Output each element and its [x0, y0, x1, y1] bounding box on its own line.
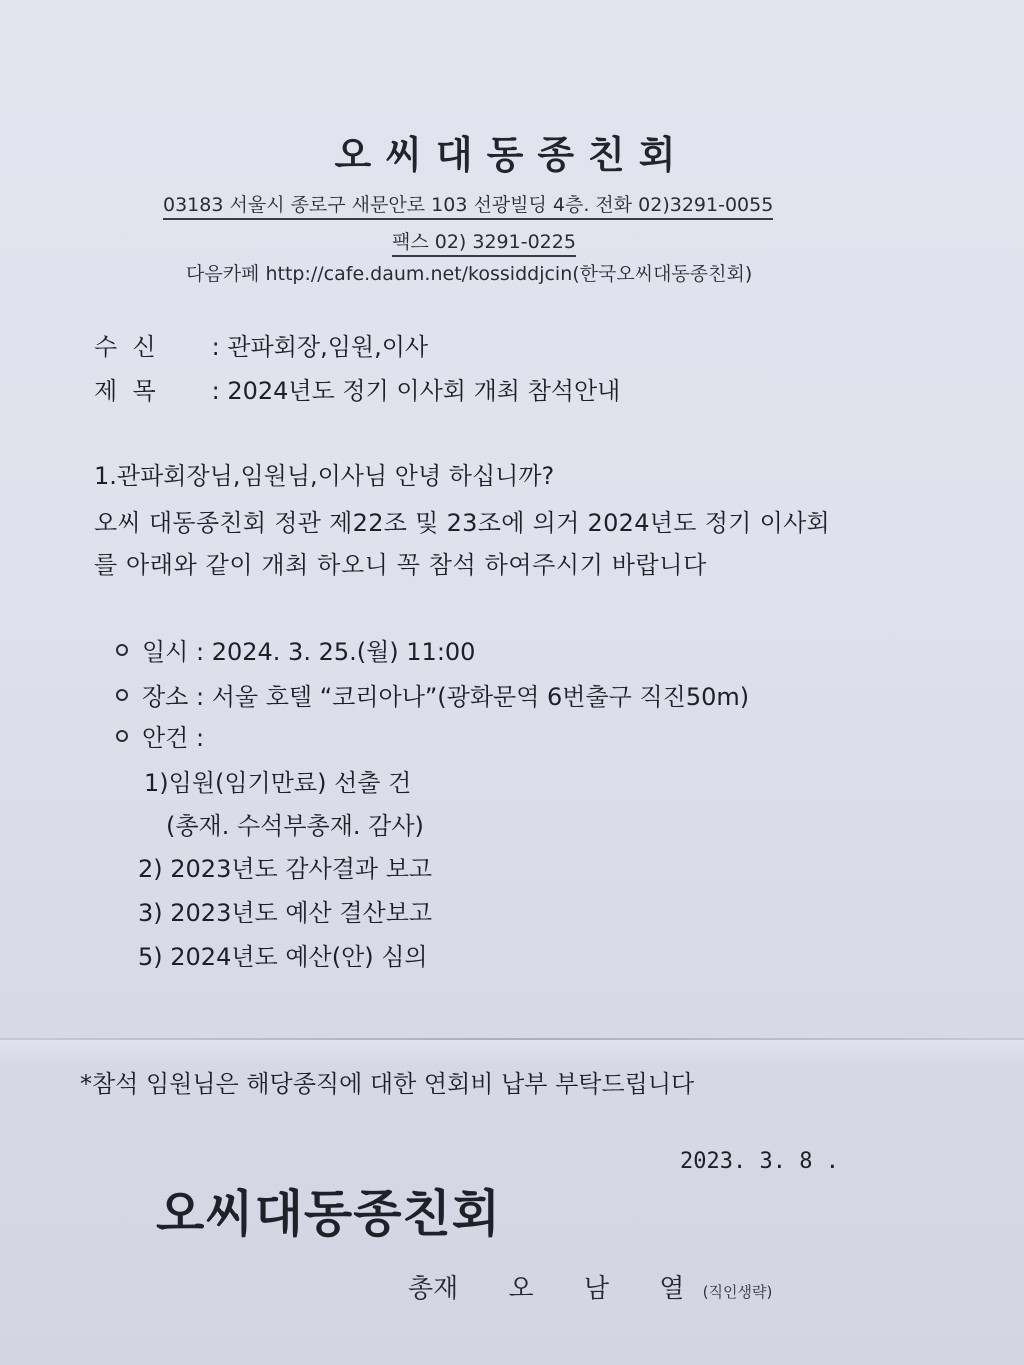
detail-place	[116, 677, 749, 712]
body-paragraph-line-2: 를 아래와 같이 개최 하오니 꼭 참석 하여주시기 바랍니다	[94, 551, 707, 579]
agenda-item: 2) 2023년도 감사결과 보고	[138, 855, 433, 883]
subject-row	[94, 371, 620, 406]
letter-date: 2023. 3. 8 .	[680, 1149, 839, 1174]
agenda-item: 5) 2024년도 예산(안) 심의	[138, 943, 428, 971]
bullet-circle-icon	[116, 730, 128, 742]
detail-agenda	[116, 718, 204, 753]
agenda-item: (총재. 수석부총재. 감사)	[166, 812, 424, 840]
recipient-row	[94, 327, 428, 362]
seal-omitted-note: (직인생략)	[702, 1283, 773, 1301]
signer-title: 총재	[408, 1274, 459, 1304]
signer-name-char: 오	[508, 1274, 534, 1304]
address-line: 03183 서울시 종로구 새문안로 103 선광빌딩 4층. 전화 02)3291-0055	[163, 190, 773, 220]
subject-label: 제 목	[94, 377, 156, 405]
signer-line	[408, 1268, 772, 1305]
bullet-circle-icon	[116, 689, 128, 701]
cafe-line: 다음카페 http://cafe.daum.net/kossiddjcin(한국오씨대동종친회)	[186, 263, 753, 285]
letterhead-title: 오씨대동종친회	[334, 133, 690, 177]
detail-date	[116, 632, 475, 667]
detail-place-text: 장소 : 서울 호텔 “코리아나”(광화문역 6번출구 직진50m)	[142, 683, 750, 711]
bullet-circle-icon	[116, 644, 128, 656]
body-paragraph-line-1: 오씨 대동종친회 정관 제22조 및 23조에 의거 2024년도 정기 이사회	[94, 509, 831, 537]
signer-name-char: 남	[583, 1274, 610, 1304]
footer-note: *참석 임원님은 해당종직에 대한 연회비 납부 부탁드립니다	[80, 1070, 695, 1098]
detail-agenda-label: 안건 :	[142, 724, 205, 752]
fax-line: 팩스 02) 3291-0225	[392, 227, 576, 257]
agenda-item: 1)임원(임기만료) 선출 건	[144, 769, 412, 797]
paper-fold-shadow	[0, 1040, 1024, 1064]
agenda-item: 3) 2023년도 예산 결산보고	[138, 899, 433, 927]
greeting-line: 1.관파회장님,임원님,이사님 안녕 하십니까?	[94, 462, 555, 490]
signer-name-char: 열	[659, 1274, 685, 1304]
organization-name: 오씨대동종친회	[156, 1185, 502, 1243]
subject-value: : 2024년도 정기 이사회 개최 참석안내	[211, 377, 621, 405]
recipient-label: 수 신	[94, 333, 156, 361]
recipient-value: : 관파회장,임원,이사	[211, 333, 429, 361]
detail-date-text: 일시 : 2024. 3. 25.(월) 11:00	[142, 638, 476, 666]
